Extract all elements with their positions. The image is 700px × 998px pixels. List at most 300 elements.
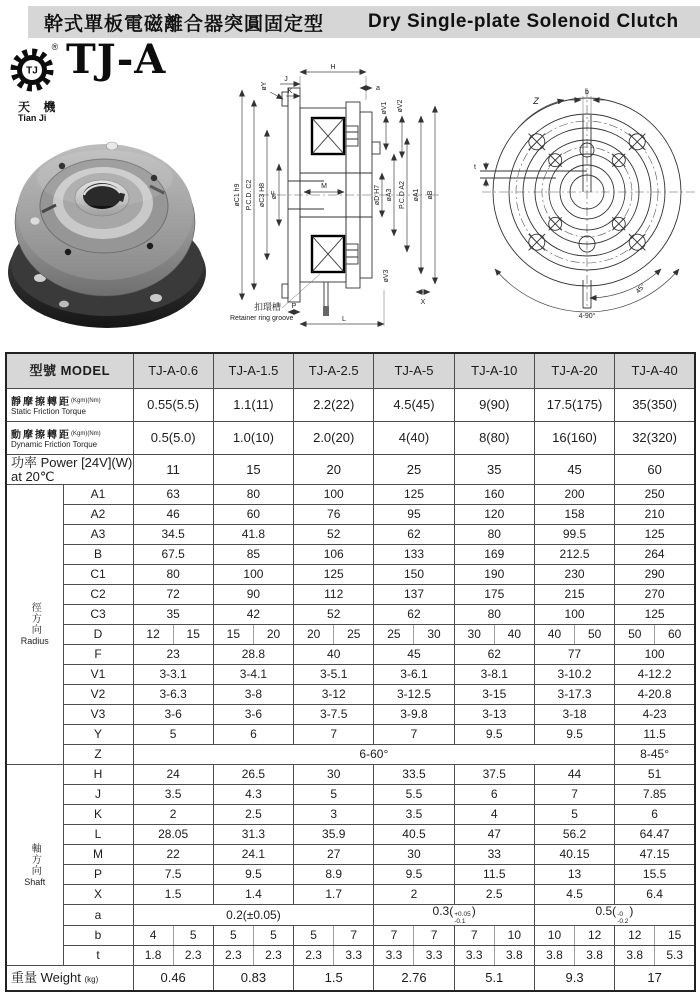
dim-symbol-cell: C1: [63, 565, 133, 585]
value-cell: 4(40): [374, 422, 454, 455]
company-name-zh: 天 機: [18, 100, 61, 114]
model-name-cell: TJ-A-40: [615, 353, 695, 389]
value-cell: 3-12.5: [374, 685, 454, 705]
value-cell: 44: [534, 765, 614, 785]
value-cell: 33: [454, 845, 534, 865]
dim-symbol-cell: D: [63, 625, 133, 645]
value-cell: 45: [534, 455, 614, 485]
value-cell: 125: [615, 525, 695, 545]
value-cell: 112: [294, 585, 374, 605]
value-cell: 40: [494, 625, 534, 645]
value-cell: 1.7: [294, 885, 374, 905]
value-cell: 5: [133, 725, 213, 745]
value-cell: 62: [374, 525, 454, 545]
value-cell: 11: [133, 455, 213, 485]
value-cell: 20: [253, 625, 293, 645]
dim-label: øV3: [383, 269, 390, 283]
dim-label: øV1: [381, 101, 388, 115]
dim-label: K: [287, 88, 293, 95]
value-cell: 2.5: [213, 805, 293, 825]
value-cell: 20: [294, 625, 334, 645]
value-cell: 12: [133, 625, 173, 645]
dim-symbol-cell: V2: [63, 685, 133, 705]
value-cell: 5: [294, 785, 374, 805]
value-cell: 2: [133, 805, 213, 825]
value-cell: 31.3: [213, 825, 293, 845]
value-cell: 30: [374, 845, 454, 865]
section-label-zh: 軸方向: [29, 842, 41, 876]
value-cell: 76: [294, 505, 374, 525]
value-cell: 2.3: [213, 946, 253, 966]
value-cell: 4: [133, 926, 173, 946]
dim-symbol-cell: A3: [63, 525, 133, 545]
label-part: 靜摩擦轉距: [11, 396, 71, 408]
value-cell: 7: [334, 926, 374, 946]
value-cell: 5: [213, 926, 253, 946]
value-cell: 2: [374, 885, 454, 905]
dim-symbol-cell: F: [63, 645, 133, 665]
dim-label: M: [321, 183, 327, 190]
dim-label: t: [474, 164, 476, 171]
value-cell: 230: [534, 565, 614, 585]
value-cell: 6-60°: [133, 745, 615, 765]
value-cell: 106: [294, 545, 374, 565]
value-cell: [534, 905, 695, 926]
tolerance-stack: [617, 911, 628, 925]
section-label-zh: 徑方向: [29, 602, 41, 636]
model-name-cell: TJ-A-1.5: [213, 353, 293, 389]
value-cell: 63: [133, 485, 213, 505]
value-cell: 5: [534, 805, 614, 825]
value-cell: 125: [374, 485, 454, 505]
dim-symbol-cell: L: [63, 825, 133, 845]
dim-symbol-cell: V3: [63, 705, 133, 725]
value-cell: 9.5: [454, 725, 534, 745]
dim-label: øA3: [386, 188, 393, 202]
value-cell: 25: [374, 625, 414, 645]
value-cell: 200: [534, 485, 614, 505]
value-cell: 7: [454, 926, 494, 946]
value-cell: 52: [294, 525, 374, 545]
value-cell: 35.9: [294, 825, 374, 845]
value-cell: 3-8.1: [454, 665, 534, 685]
value-cell: 26.5: [213, 765, 293, 785]
value-cell: 3-7.5: [294, 705, 374, 725]
dim-label: øB: [427, 190, 434, 200]
dim-symbol-cell: B: [63, 545, 133, 565]
value-cell: 7: [534, 785, 614, 805]
value-cell: 3-5.1: [294, 665, 374, 685]
value-cell: 7: [294, 725, 374, 745]
section-label-en: Radius: [20, 636, 49, 647]
value-cell: 12: [615, 926, 655, 946]
value-cell: 8-45°: [615, 745, 695, 765]
value-cell: 3-3.1: [133, 665, 213, 685]
value-cell: 3: [294, 805, 374, 825]
model-name-cell: TJ-A-5: [374, 353, 454, 389]
value-cell: 3-4.1: [213, 665, 293, 685]
value-cell: 11.5: [454, 865, 534, 885]
value-cell: 7: [374, 926, 414, 946]
dim-label: 4-90°: [578, 313, 596, 320]
value-cell: 15: [213, 625, 253, 645]
value-cell: 51: [615, 765, 695, 785]
dim-symbol-cell: K: [63, 805, 133, 825]
model-name-cell: TJ-A-10: [454, 353, 534, 389]
value-cell: 3-6: [133, 705, 213, 725]
dim-symbol-cell: b: [63, 926, 133, 946]
row-label-en: Dynamic Friction Torque: [11, 440, 98, 450]
value-cell: 37.5: [454, 765, 534, 785]
label-part: ): [629, 904, 634, 918]
section-label-en: Shaft: [24, 876, 46, 887]
value-cell: 30: [294, 765, 374, 785]
value-cell: 9(90): [454, 389, 534, 422]
page-title-en: Dry Single-plate Solenoid Clutch: [368, 11, 679, 32]
value-cell: [374, 905, 535, 926]
dim-label: øD H7: [374, 184, 381, 206]
dim-symbol-cell: V1: [63, 665, 133, 685]
dim-symbol-cell: t: [63, 946, 133, 966]
row-label-cell: [6, 966, 133, 992]
value-cell: 3-10.2: [534, 665, 614, 685]
label-part: +0.05: [454, 911, 471, 918]
dim-label: X: [420, 299, 426, 306]
value-cell: 5: [253, 926, 293, 946]
value-cell: 3.8: [534, 946, 574, 966]
value-cell: 215: [534, 585, 614, 605]
dim-symbol-cell: J: [63, 785, 133, 805]
value-cell: 125: [615, 605, 695, 625]
value-cell: 3-6.3: [133, 685, 213, 705]
value-cell: 15: [173, 625, 213, 645]
dim-label: øV2: [397, 99, 404, 113]
value-cell: 0.55(5.5): [133, 389, 213, 422]
value-cell: 17: [615, 966, 695, 992]
model-name-cell: TJ-A-2.5: [294, 353, 374, 389]
value-cell: 150: [374, 565, 454, 585]
dim-label: øC3 H8: [259, 182, 266, 208]
row-label-cell: [6, 389, 133, 422]
label-part: 動摩擦轉距: [11, 429, 71, 441]
label-part: Weight: [40, 970, 81, 986]
dim-label: øF: [271, 190, 278, 200]
value-cell: 40.5: [374, 825, 454, 845]
value-cell: 0.46: [133, 966, 213, 992]
gear-monogram: TJ: [26, 65, 38, 77]
spec-table: [5, 352, 696, 992]
value-cell: 33.5: [374, 765, 454, 785]
value-cell: 0.5(5.0): [133, 422, 213, 455]
value-cell: 125: [294, 565, 374, 585]
value-cell: 24.1: [213, 845, 293, 865]
row-label-cell: [6, 422, 133, 455]
value-cell: 9.5: [374, 865, 454, 885]
dim-symbol-cell: M: [63, 845, 133, 865]
gear-icon: [6, 38, 64, 100]
label-part: -0: [617, 911, 623, 918]
dim-label: b: [585, 89, 589, 96]
label-part: (kg): [84, 975, 99, 985]
value-cell: 1.4: [213, 885, 293, 905]
value-cell: 85: [213, 545, 293, 565]
value-cell: 3-12: [294, 685, 374, 705]
value-cell: 4-23: [615, 705, 695, 725]
dim-symbol-cell: X: [63, 885, 133, 905]
value-cell: 28.8: [213, 645, 293, 665]
clutch-photo: [4, 92, 210, 344]
value-cell: 80: [454, 525, 534, 545]
value-cell: 6.4: [615, 885, 695, 905]
label-part: -0.1: [454, 918, 466, 926]
value-cell: 30: [414, 625, 454, 645]
value-cell: 6: [615, 805, 695, 825]
model-name-cell: TJ-A-20: [534, 353, 614, 389]
value-cell: 45: [374, 645, 454, 665]
model-header-cell: 型號 MODEL: [6, 353, 133, 389]
value-cell: 32(320): [615, 422, 695, 455]
dim-label: P.C.D A2: [399, 181, 406, 209]
value-cell: 2.76: [374, 966, 454, 992]
value-cell: 1.1(11): [213, 389, 293, 422]
dim-label: øA1: [413, 188, 420, 202]
value-cell: 7.5: [133, 865, 213, 885]
value-cell: 13: [534, 865, 614, 885]
value-cell: 158: [534, 505, 614, 525]
value-cell: 0.83: [213, 966, 293, 992]
value-cell: 8.9: [294, 865, 374, 885]
value-cell: 23: [133, 645, 213, 665]
value-cell: 8(80): [454, 422, 534, 455]
value-cell: 2.5: [454, 885, 534, 905]
value-cell: 270: [615, 585, 695, 605]
value-cell: 25: [334, 625, 374, 645]
dim-symbol-cell: P: [63, 865, 133, 885]
value-cell: 30: [454, 625, 494, 645]
value-cell: 2.3: [253, 946, 293, 966]
value-cell: 67.5: [133, 545, 213, 565]
value-cell: 160: [454, 485, 534, 505]
label-part: -0.2: [617, 918, 629, 926]
dim-symbol-cell: A2: [63, 505, 133, 525]
value-cell: 169: [454, 545, 534, 565]
value-cell: 99.5: [534, 525, 614, 545]
page-title-bar: [28, 6, 700, 38]
page-title-zh: 幹式單板電磁離合器突圓固定型: [44, 13, 325, 35]
value-cell: 9.3: [534, 966, 614, 992]
value-cell: 3-17.3: [534, 685, 614, 705]
dim-label: øY: [261, 81, 268, 91]
value-cell: 24: [133, 765, 213, 785]
value-cell: 3-6.1: [374, 665, 454, 685]
dim-label: P: [291, 303, 297, 310]
value-cell: 15: [213, 455, 293, 485]
value-cell: 7.85: [615, 785, 695, 805]
value-cell: 5: [173, 926, 213, 946]
row-label-cell: 功率 Power [24V](W) at 20℃: [6, 455, 133, 485]
value-cell: 1.0(10): [213, 422, 293, 455]
value-cell: 80: [454, 605, 534, 625]
value-cell: 20: [294, 455, 374, 485]
value-cell: 4: [454, 805, 534, 825]
dim-symbol-cell: a: [63, 905, 133, 926]
value-cell: 100: [294, 485, 374, 505]
dim-label: øC1 h9: [234, 183, 241, 207]
value-cell: 212.5: [534, 545, 614, 565]
dim-label: a: [376, 85, 380, 92]
label-part: (Kgm)(Nm): [71, 430, 101, 437]
value-cell: 264: [615, 545, 695, 565]
value-cell: 15: [655, 926, 695, 946]
value-cell: 2.0(20): [294, 422, 374, 455]
dim-symbol-cell: C2: [63, 585, 133, 605]
value-cell: 41.8: [213, 525, 293, 545]
value-cell: 1.8: [133, 946, 173, 966]
value-cell: 3-8: [213, 685, 293, 705]
value-cell: 60: [213, 505, 293, 525]
dim-label: P.C.D. C2: [246, 179, 253, 211]
value-cell: 3.5: [374, 805, 454, 825]
dim-symbol-cell: C3: [63, 605, 133, 625]
value-cell: 7: [374, 725, 454, 745]
value-cell: 6: [454, 785, 534, 805]
value-cell: 2.2(22): [294, 389, 374, 422]
value-cell: 190: [454, 565, 534, 585]
value-cell: 1.5: [133, 885, 213, 905]
value-cell: 3.3: [414, 946, 454, 966]
value-cell: 3.8: [615, 946, 655, 966]
series-name: TJ-A: [66, 36, 167, 83]
value-cell: 52: [294, 605, 374, 625]
value-cell: 133: [374, 545, 454, 565]
retainer-note-zh: 扣環槽: [254, 302, 282, 312]
dim-symbol-cell: Y: [63, 725, 133, 745]
value-cell: 60: [655, 625, 695, 645]
value-cell: 3.8: [494, 946, 534, 966]
value-cell: 100: [213, 565, 293, 585]
row-label-en: Static Friction Torque: [11, 407, 86, 417]
value-cell: 40.15: [534, 845, 614, 865]
value-cell: 40: [294, 645, 374, 665]
dim-symbol-cell: Z: [63, 745, 133, 765]
dim-label: 45°: [634, 282, 648, 296]
value-cell: 100: [615, 645, 695, 665]
value-cell: 5.1: [454, 966, 534, 992]
value-cell: 62: [454, 645, 534, 665]
value-cell: 120: [454, 505, 534, 525]
value-cell: 3.3: [374, 946, 414, 966]
value-cell: 47.15: [615, 845, 695, 865]
value-cell: 22: [133, 845, 213, 865]
value-cell: 80: [213, 485, 293, 505]
value-cell: 290: [615, 565, 695, 585]
dim-label: H: [330, 64, 336, 71]
front-view-drawing: [466, 66, 700, 324]
value-cell: 10: [534, 926, 574, 946]
value-cell: 16(160): [534, 422, 614, 455]
label-part: 0.5(: [595, 904, 617, 918]
value-cell: 95: [374, 505, 454, 525]
value-cell: 56.2: [534, 825, 614, 845]
value-cell: 40: [534, 625, 574, 645]
value-cell: 64.47: [615, 825, 695, 845]
dim-label: J: [284, 76, 288, 83]
value-cell: 62: [374, 605, 454, 625]
value-cell: 80: [133, 565, 213, 585]
value-cell: 3.8: [575, 946, 615, 966]
value-cell: 50: [615, 625, 655, 645]
label-part: ): [471, 904, 476, 918]
value-cell: 175: [454, 585, 534, 605]
value-cell: 4.3: [213, 785, 293, 805]
value-cell: 9.5: [534, 725, 614, 745]
value-cell: 4-12.2: [615, 665, 695, 685]
value-cell: 27: [294, 845, 374, 865]
value-cell: 3-9.8: [374, 705, 454, 725]
value-cell: 4.5(45): [374, 389, 454, 422]
value-cell: 12: [575, 926, 615, 946]
value-cell: 4-20.8: [615, 685, 695, 705]
registered-mark: ®: [51, 42, 59, 52]
value-cell: 5.3: [655, 946, 695, 966]
cross-section-drawing: [226, 58, 450, 334]
tolerance-stack: [454, 911, 470, 925]
value-cell: 17.5(175): [534, 389, 614, 422]
value-cell: 11.5: [615, 725, 695, 745]
value-cell: 3.3: [454, 946, 494, 966]
value-cell: 35: [454, 455, 534, 485]
dim-symbol-cell: H: [63, 765, 133, 785]
value-cell: 25: [374, 455, 454, 485]
dim-label: Z: [533, 96, 539, 106]
value-cell: 2.3: [173, 946, 213, 966]
label-part: (Kgm)(Nm): [71, 397, 101, 404]
company-name-en: Tian Ji: [18, 113, 47, 123]
value-cell: 46: [133, 505, 213, 525]
value-cell: 72: [133, 585, 213, 605]
dim-label: L: [342, 316, 346, 323]
value-cell: 6: [213, 725, 293, 745]
value-cell: 3-13: [454, 705, 534, 725]
value-cell: 34.5: [133, 525, 213, 545]
value-cell: 35(350): [615, 389, 695, 422]
value-cell: 5: [294, 926, 334, 946]
value-cell: 2.3: [294, 946, 334, 966]
value-cell: 42: [213, 605, 293, 625]
value-cell: 28.05: [133, 825, 213, 845]
section-label-cell: [6, 765, 63, 966]
value-cell: 50: [575, 625, 615, 645]
value-cell: 3-6: [213, 705, 293, 725]
value-cell: 3.3: [334, 946, 374, 966]
value-cell: 47: [454, 825, 534, 845]
model-name-cell: TJ-A-0.6: [133, 353, 213, 389]
value-cell: 250: [615, 485, 695, 505]
label-part: 0.3(: [432, 904, 454, 918]
value-cell: 90: [213, 585, 293, 605]
value-cell: 15.5: [615, 865, 695, 885]
value-cell: 1.5: [294, 966, 374, 992]
value-cell: 100: [534, 605, 614, 625]
value-cell: 5.5: [374, 785, 454, 805]
value-cell: 35: [133, 605, 213, 625]
value-cell: 3-15: [454, 685, 534, 705]
value-cell: 9.5: [213, 865, 293, 885]
value-cell: 77: [534, 645, 614, 665]
retainer-note-en: Retainer ring groove: [230, 315, 294, 322]
section-label-cell: [6, 485, 63, 765]
dim-symbol-cell: A1: [63, 485, 133, 505]
